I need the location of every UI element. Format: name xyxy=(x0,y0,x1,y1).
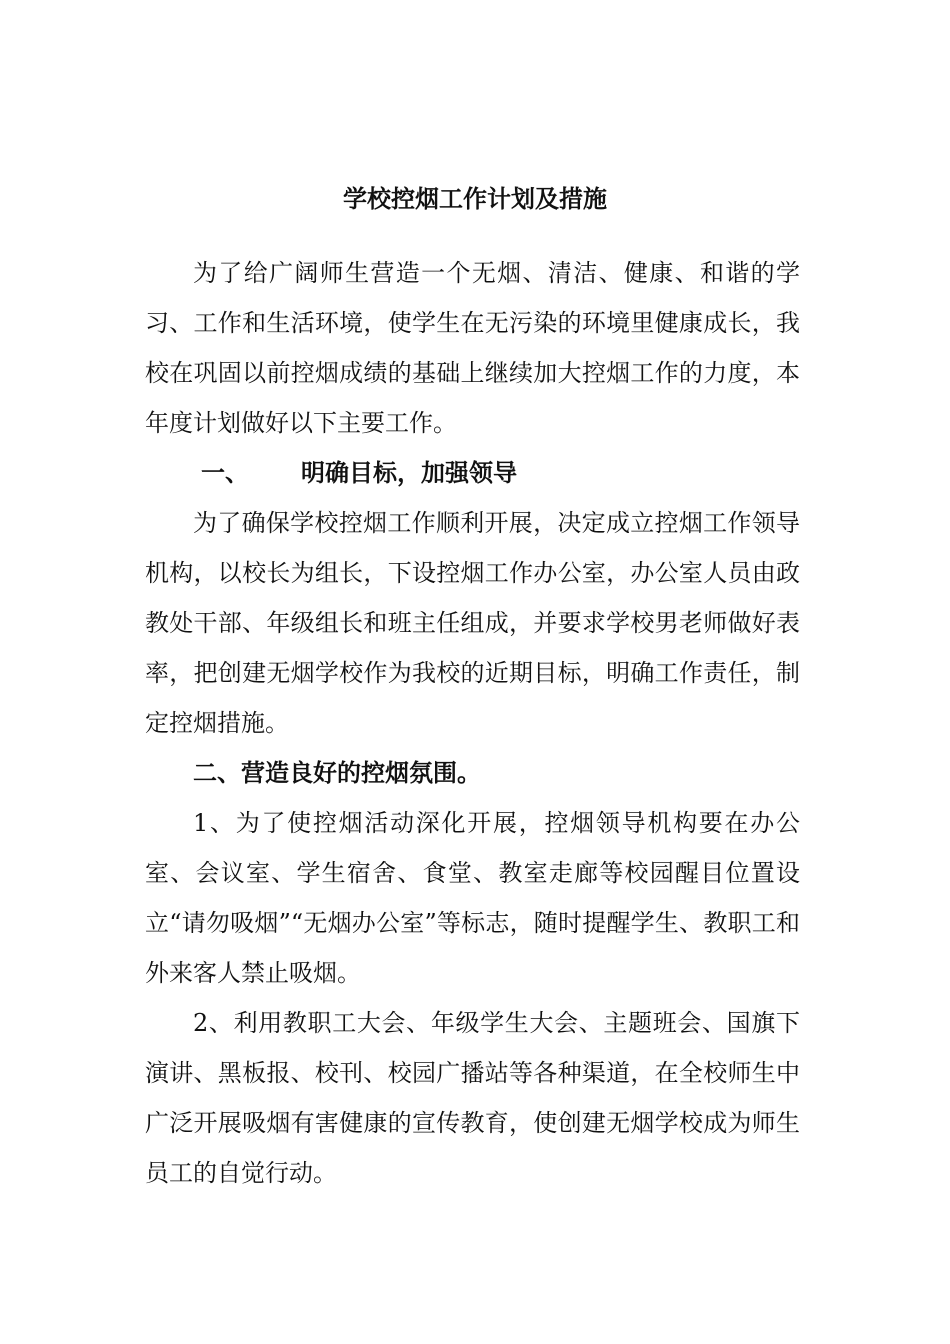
section-2-item-2: 2、利用教职工大会、年级学生大会、主题班会、国旗下演讲、黑板报、校刊、校园广播站等各种渠道，在全校师生中广泛开展吸烟有害健康的宣传教育，使创建无烟学校成为师生员工的自觉行动。 xyxy=(145,1009,800,1187)
section-1-number: 一、 xyxy=(201,458,249,487)
document-body xyxy=(145,248,800,1198)
section-2-heading: 二、营造良好的控烟氛围。 xyxy=(193,758,481,787)
intro-paragraph: 为了给广阔师生营造一个无烟、清洁、健康、和谐的学习、工作和生活环境，使学生在无污染的环境里健康成长，我校在巩固以前控烟成绩的基础上继续加大控烟工作的力度，本年度计划做好以下主要工作。 xyxy=(145,259,800,437)
section-1-paragraph: 为了确保学校控烟工作顺利开展，决定成立控烟工作领导机构，以校长为组长，下设控烟工作办公室，办公室人员由政教处干部、年级组长和班主任组成，并要求学校男老师做好表率，把创建无烟学校作为我校的近期目标，明确工作责任，制定控烟措施。 xyxy=(145,509,800,737)
section-2-item-1: 1、为了使控烟活动深化开展，控烟领导机构要在办公室、会议室、学生宿舍、食堂、教室走廊等校园醒目位置设立“请勿吸烟”“无烟办公室”等标志，随时提醒学生、教职工和外来客人禁止吸烟。 xyxy=(145,809,800,987)
section-1-heading xyxy=(145,448,800,498)
document-title: 学校控烟工作计划及措施 xyxy=(343,184,607,213)
section-1-title: 明确目标，加强领导 xyxy=(301,458,517,487)
